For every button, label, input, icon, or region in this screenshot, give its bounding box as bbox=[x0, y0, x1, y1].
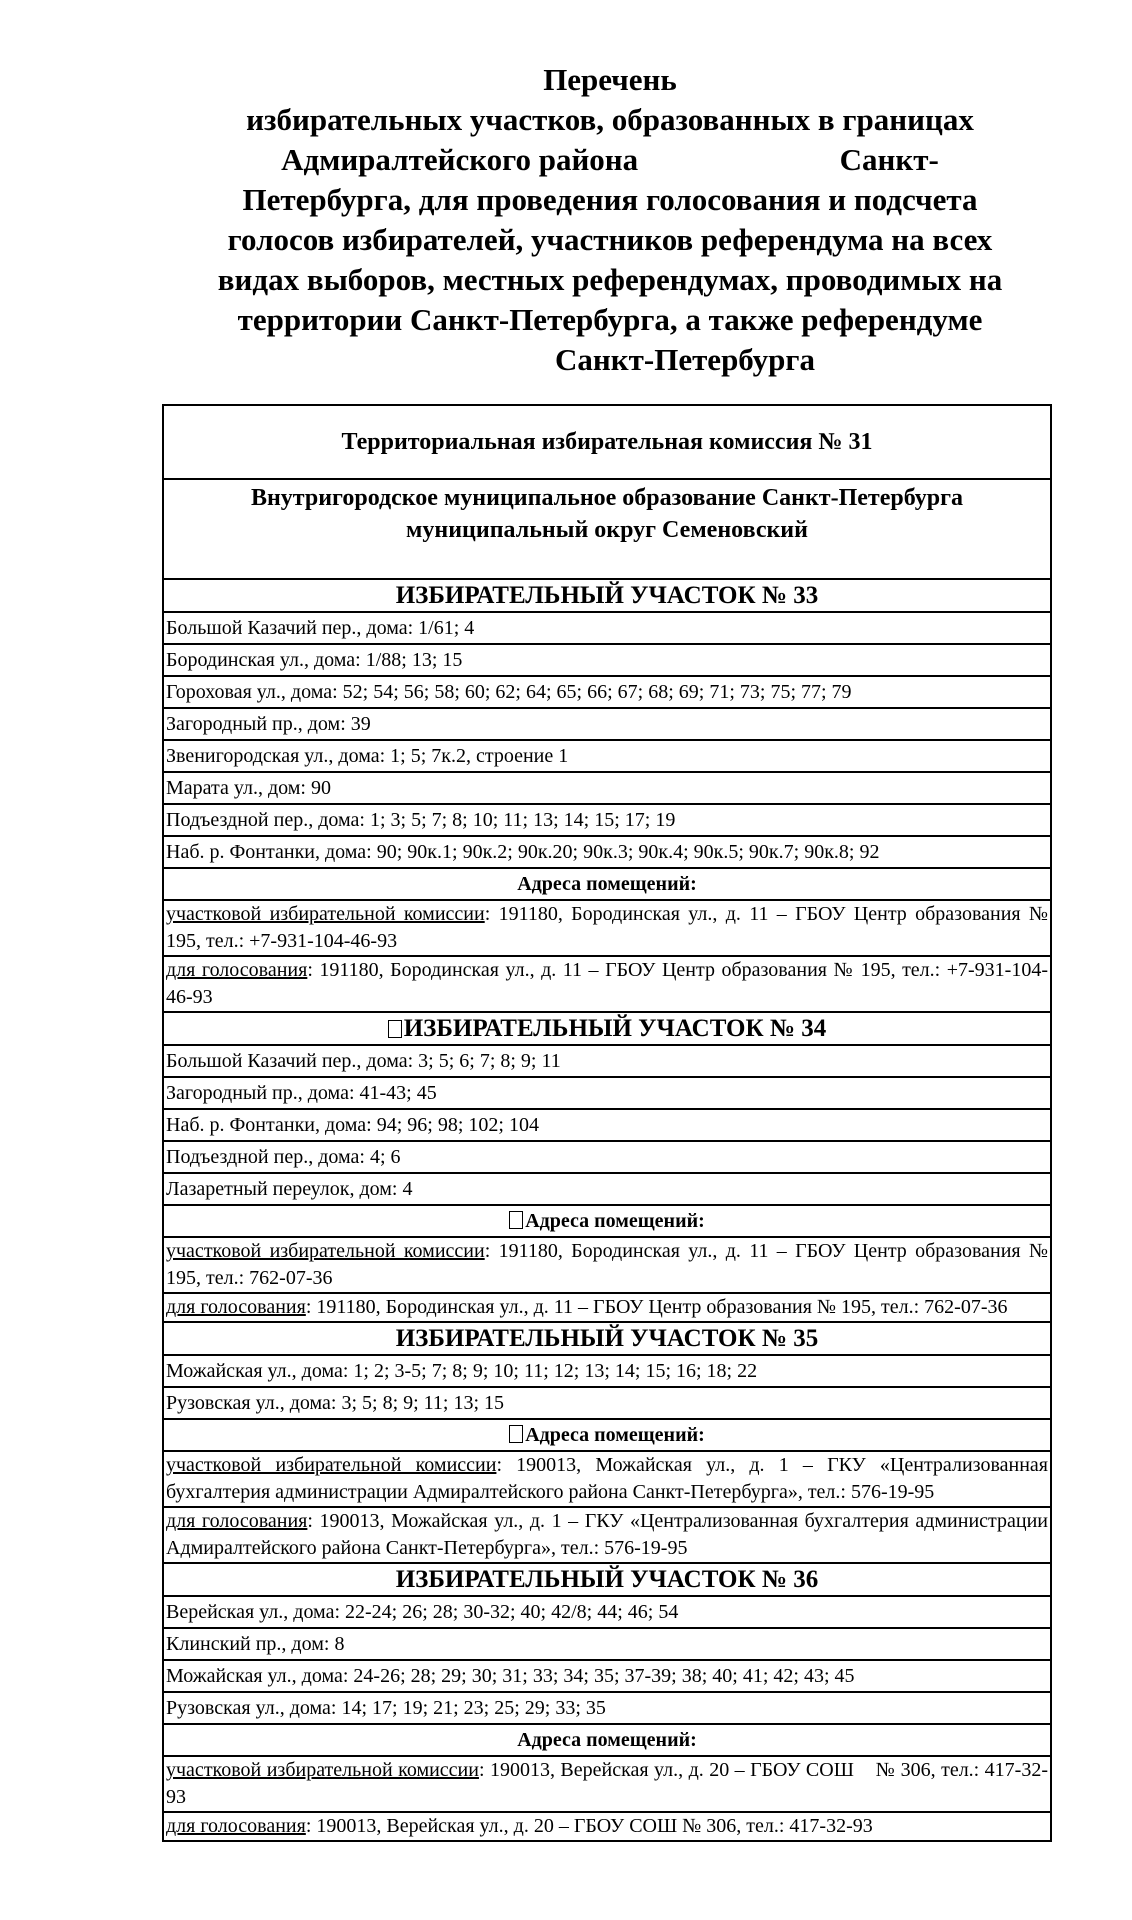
voting-premises-text: : 191180, Бородинская ул., д. 11 – ГБОУ Центр образования № 195, тел.: +7-931-104-46-93 bbox=[166, 959, 1048, 1008]
address-row: Марата ул., дом: 90 bbox=[163, 772, 1051, 804]
commission-premises-label: участковой избирательной комиссии bbox=[166, 903, 485, 925]
address-row: Большой Казачий пер., дома: 3; 5; 6; 7; 8; 9; 11 bbox=[163, 1045, 1051, 1077]
voting-premises-label: для голосования bbox=[166, 1815, 306, 1837]
address-row: Загородный пр., дома: 41-43; 45 bbox=[163, 1077, 1051, 1109]
address-row: Рузовская ул., дома: 14; 17; 19; 21; 23; 25; 29; 33; 35 bbox=[163, 1692, 1051, 1724]
commission-premises-text: : 190013, Верейская ул., д. 20 – ГБОУ СОШ № 306, тел.: 417-32-93 bbox=[166, 1759, 1048, 1808]
address-row: Можайская ул., дома: 24-26; 28; 29; 30; 31; 33; 34; 35; 37-39; 38; 40; 41; 42; 43; 45 bbox=[163, 1660, 1051, 1692]
address-row: Верейская ул., дома: 22-24; 26; 28; 30-32; 40; 42/8; 44; 46; 54 bbox=[163, 1596, 1051, 1628]
address-row: Наб. р. Фонтанки, дома: 90; 90к.1; 90к.2; 90к.20; 90к.3; 90к.4; 90к.5; 90к.7; 90к.8; 92 bbox=[163, 836, 1051, 868]
voting-premises bbox=[163, 1507, 1051, 1563]
municipality-line: Внутригородское муниципальное образование Санкт-Петербурга bbox=[250, 485, 964, 511]
municipality-line: муниципальный округ Семеновский bbox=[406, 517, 808, 543]
heading-line: избирательных участков, образованных в границах bbox=[246, 102, 974, 137]
premises-label-text: Адреса помещений: bbox=[525, 1424, 705, 1446]
address-row: Наб. р. Фонтанки, дома: 94; 96; 98; 102; 104 bbox=[163, 1109, 1051, 1141]
premises-label-text: Адреса помещений: bbox=[525, 1210, 705, 1232]
address-row: Клинский пр., дом: 8 bbox=[163, 1628, 1051, 1660]
commission-premises-label: участковой избирательной комиссии bbox=[166, 1759, 479, 1781]
voting-premises-text: : 190013, Верейская ул., д. 20 – ГБОУ СОШ № 306, тел.: 417-32-93 bbox=[305, 1815, 873, 1837]
precinct-title-text: ИЗБИРАТЕЛЬНЫЙ УЧАСТОК № 34 bbox=[403, 1015, 827, 1042]
address-row: Рузовская ул., дома: 3; 5; 8; 9; 11; 13; 15 bbox=[163, 1387, 1051, 1419]
heading-line: голосов избирателей, участников референдума на всех bbox=[227, 222, 993, 257]
commission-premises bbox=[163, 900, 1051, 956]
precinct-title: ИЗБИРАТЕЛЬНЫЙ УЧАСТОК № 33 bbox=[163, 579, 1051, 612]
voting-premises-text: : 191180, Бородинская ул., д. 11 – ГБОУ Центр образования № 195, тел.: 762-07-36 bbox=[305, 1296, 1008, 1318]
municipality-title bbox=[163, 479, 1051, 579]
premises-label: Адреса помещений: bbox=[163, 868, 1051, 900]
commission-premises-text: : 190013, Можайская ул., д. 1 – ГКУ «Централизованная бухгалтерия администрации Адмиралтейского района Санкт-Петербурга», тел.: 576-19-95 bbox=[166, 1454, 1048, 1503]
voting-premises-label: для голосования bbox=[166, 959, 308, 981]
heading-line: Адмиралтейского района Санкт- bbox=[281, 142, 939, 177]
address-row: Звенигородская ул., дома: 1; 5; 7к.2, строение 1 bbox=[163, 740, 1051, 772]
heading-line: территории Санкт-Петербурга, а также референдуме bbox=[237, 302, 983, 337]
precinct-table bbox=[162, 404, 1052, 1842]
commission-premises bbox=[163, 1451, 1051, 1507]
commission-premises-label: участковой избирательной комиссии bbox=[166, 1454, 497, 1476]
voting-premises-label: для голосования bbox=[166, 1296, 306, 1318]
placeholder-box-icon bbox=[509, 1211, 523, 1229]
premises-label bbox=[163, 1205, 1051, 1237]
heading-line: видах выборов, местных референдумах, проводимых на bbox=[217, 262, 1003, 297]
premises-label: Адреса помещений: bbox=[163, 1724, 1051, 1756]
commission-premises-label: участковой избирательной комиссии bbox=[166, 1240, 485, 1262]
voting-premises-label: для голосования bbox=[166, 1510, 308, 1532]
voting-premises bbox=[163, 1812, 1051, 1841]
address-row: Подъездной пер., дома: 4; 6 bbox=[163, 1141, 1051, 1173]
commission-premises-text: : 191180, Бородинская ул., д. 11 – ГБОУ Центр образования № 195, тел.: +7-931-104-46-93 bbox=[166, 903, 1049, 952]
document-heading bbox=[160, 60, 1060, 380]
premises-label bbox=[163, 1419, 1051, 1451]
precinct-title bbox=[163, 1012, 1051, 1045]
heading-line: Санкт-Петербурга bbox=[555, 342, 815, 377]
commission-premises bbox=[163, 1756, 1051, 1812]
address-row: Бородинская ул., дома: 1/88; 13; 15 bbox=[163, 644, 1051, 676]
address-row: Лазаретный переулок, дом: 4 bbox=[163, 1173, 1051, 1205]
heading-line: Петербурга, для проведения голосования и подсчета bbox=[242, 182, 978, 217]
placeholder-box-icon bbox=[509, 1425, 523, 1443]
address-row: Гороховая ул., дома: 52; 54; 56; 58; 60; 62; 64; 65; 66; 67; 68; 69; 71; 73; 75; 77; 79 bbox=[163, 676, 1051, 708]
address-row: Подъездной пер., дома: 1; 3; 5; 7; 8; 10; 11; 13; 14; 15; 17; 19 bbox=[163, 804, 1051, 836]
address-row: Большой Казачий пер., дома: 1/61; 4 bbox=[163, 612, 1051, 644]
commission-premises bbox=[163, 1237, 1051, 1293]
commission-premises-text: : 191180, Бородинская ул., д. 11 – ГБОУ Центр образования № 195, тел.: 762-07-36 bbox=[166, 1240, 1049, 1289]
address-row: Загородный пр., дом: 39 bbox=[163, 708, 1051, 740]
commission-title: Территориальная избирательная комиссия № 31 bbox=[163, 405, 1051, 479]
address-row: Можайская ул., дома: 1; 2; 3-5; 7; 8; 9; 10; 11; 12; 13; 14; 15; 16; 18; 22 bbox=[163, 1355, 1051, 1387]
placeholder-box-icon bbox=[388, 1020, 402, 1038]
precinct-title: ИЗБИРАТЕЛЬНЫЙ УЧАСТОК № 35 bbox=[163, 1322, 1051, 1355]
precinct-title: ИЗБИРАТЕЛЬНЫЙ УЧАСТОК № 36 bbox=[163, 1563, 1051, 1596]
voting-premises bbox=[163, 1293, 1051, 1322]
voting-premises-text: : 190013, Можайская ул., д. 1 – ГКУ «Централизованная бухгалтерия администрации Адмиралтейского района Санкт-Петербурга», тел.: 576-19-95 bbox=[166, 1510, 1048, 1559]
voting-premises bbox=[163, 956, 1051, 1012]
heading-line: Перечень bbox=[543, 62, 677, 97]
